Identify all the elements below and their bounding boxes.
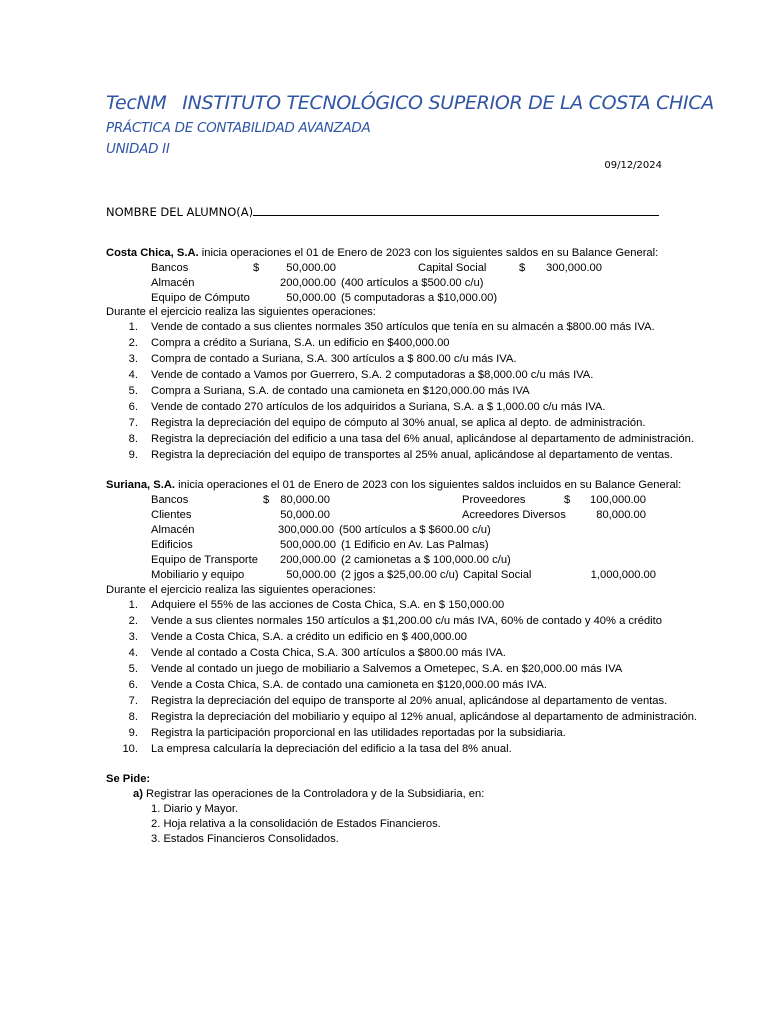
list-item-number: 7. [128,417,138,429]
costa-company: Costa Chica, S.A. [106,247,199,259]
suriana-balance-note: (2 jgos a $25,00.00 c/u) [341,569,459,581]
list-item: Registra la participación proporcional en las utilidades reportadas por la subsidiaria. [151,727,566,739]
student-name-line[interactable] [253,204,659,216]
list-item-number: 9. [128,727,138,739]
se-pide-subitem: 2. Hoja relativa a la consolidación de Estados Financieros. [151,818,441,830]
suriana-balance-amount: 500,000.00 [280,539,336,551]
costa-balance-amount: 50,000.00 [286,292,336,304]
list-item: Vende a Costa Chica, S.A. de contado una camioneta en $120,000.00 más IVA. [151,679,547,691]
list-item: Vende a sus clientes normales 150 artículos a $1,200.00 c/u más IVA, 60% de contado y 40% a crédito [151,615,662,627]
list-item-number: 3. [128,631,138,643]
suriana-balance-amount: 50,000.00 [286,569,336,581]
list-item-number: 1. [128,599,138,611]
suriana-balance-label: Clientes [151,509,192,521]
costa-capital-label: Capital Social [418,262,487,274]
institute-name: INSTITUTO TECNOLÓGICO SUPERIOR DE LA COSTA CHICA [182,92,714,114]
suriana-right-amount: 100,000.00 [590,494,646,506]
costa-balance-note: (400 artículos a $500.00 c/u) [341,277,484,289]
practice-title: PRÁCTICA DE CONTABILIDAD AVANZADA [106,120,371,136]
list-item-number: 4. [128,369,138,381]
se-pide-subitem: 1. Diario y Mayor. [151,803,239,815]
list-item: Vende de contado a sus clientes normales 350 artículos que tenía en su almacén a $800.00 más IVA. [151,321,655,333]
suriana-balance-note: (500 artículos a $ $600.00 c/u) [339,524,491,536]
list-item: Compra a crédito a Suriana, S.A. un edificio en $400,000.00 [151,337,450,349]
suriana-right-label: Proveedores [462,494,526,506]
list-item: Registra la depreciación del edificio a una tasa del 6% anual, aplicándose al departamento de administración. [151,433,694,445]
suriana-balance-amount: 80,000.00 [280,494,330,506]
se-pide-text: Registrar las operaciones de la Controladora y de la Subsidiaria, en: [142,788,485,800]
institute-title [106,92,714,114]
suriana-intro [106,478,681,493]
list-item: Registra la depreciación del equipo de cómputo al 30% anual, se aplica al depto. de administración. [151,417,646,429]
suriana-balance-label: Equipo de Transporte [151,554,258,566]
list-item: La empresa calcularía la depreciación del edificio a la tasa del 8% anual. [151,743,512,755]
suriana-right-label: Acreedores Diversos [462,509,566,521]
costa-balance-label: Equipo de Cómputo [151,292,250,304]
list-item: Vende al contado a Costa Chica, S.A. 300 artículos a $800.00 más IVA. [151,647,506,659]
suriana-right-label: Capital Social [463,569,532,581]
list-item-number: 8. [128,433,138,445]
suriana-balance-amount: 50,000.00 [280,509,330,521]
suriana-right-sign: $ [564,494,571,506]
list-item-number: 5. [128,385,138,397]
suriana-right-amount: 1,000,000.00 [590,569,656,581]
list-item: Vende de contado 270 artículos de los adquiridos a Suriana, S.A. a $ 1,000.00 c/u más IVA. [151,401,606,413]
costa-capital-amount: 300,000.00 [546,262,602,274]
suriana-company: Suriana, S.A. [106,479,176,491]
se-pide-subitem: 3. Estados Financieros Consolidados. [151,833,339,845]
list-item-number: 1. [128,321,138,333]
list-item: Compra a Suriana, S.A. de contado una camioneta en $120,000.00 más IVA [151,385,530,397]
costa-balance-amount: 200,000.00 [280,277,336,289]
se-pide-heading: Se Pide: [106,773,151,785]
list-item-number: 4. [128,647,138,659]
student-name-field[interactable] [106,204,659,219]
costa-ops-intro: Durante el ejercicio realiza las siguientes operaciones: [106,306,376,318]
suriana-balance-sign: $ [263,494,270,506]
list-item: Registra la depreciación del equipo de transportes al 25% anual, aplicándose al departamento de ventas. [151,449,673,461]
list-item-number: 2. [128,337,138,349]
list-item-number: 3. [128,353,138,365]
list-item: Registra la depreciación del mobiliario y equipo al 12% anual, aplicándose al departamento de administración. [151,711,698,723]
suriana-balance-label: Mobiliario y equipo [151,569,245,581]
suriana-balance-label: Almacén [151,524,195,536]
list-item: Vende al contado un juego de mobiliario a Salvemos a Ometepec, S.A. en $20,000.00 más IVA [151,663,623,675]
list-item: Adquiere el 55% de las acciones de Costa Chica, S.A. en $ 150,000.00 [151,599,505,611]
student-name-label: NOMBRE DEL ALUMNO(A) [106,205,254,219]
suriana-balance-note: (1 Edificio en Av. Las Palmas) [341,539,489,551]
suriana-balance-label: Edificios [151,539,193,551]
costa-balance-sign: $ [253,262,260,274]
unit-title: UNIDAD II [106,141,170,157]
suriana-ops-intro: Durante el ejercicio realiza las siguientes operaciones: [106,584,376,596]
list-item-number: 6. [128,679,138,691]
se-pide-letter: a) [133,788,143,800]
list-item-number: 6. [128,401,138,413]
list-item: Vende de contado a Vamos por Guerrero, S.A. 2 computadoras a $8,000.00 c/u más IVA. [151,369,594,381]
list-item: Registra la depreciación del equipo de transporte al 20% anual, aplicándose al departamento de ventas. [151,695,668,707]
suriana-balance-label: Bancos [151,494,189,506]
list-item-number: 8. [128,711,138,723]
org-name: TecNM [106,92,167,114]
list-item-number: 10. [122,743,138,755]
list-item: Vende a Costa Chica, S.A. a crédito un edificio en $ 400,000.00 [151,631,467,643]
costa-balance-label: Almacén [151,277,195,289]
suriana-right-amount: 80,000.00 [596,509,646,521]
se-pide-item [133,787,484,802]
list-item: Compra de contado a Suriana, S.A. 300 artículos a $ 800.00 c/u más IVA. [151,353,517,365]
suriana-balance-amount: 300,000.00 [278,524,334,536]
costa-intro [106,246,658,261]
costa-capital-sign: $ [519,262,526,274]
costa-intro-text: inicia operaciones el 01 de Enero de 2023 con los siguientes saldos en su Balance General: [198,247,659,259]
suriana-intro-text: inicia operaciones el 01 de Enero de 2023 con los siguientes saldos incluidos en su Balance General: [175,479,682,491]
suriana-balance-note: (2 camionetas a $ 100,000.00 c/u) [341,554,511,566]
costa-balance-note: (5 computadoras a $10,000.00) [341,292,498,304]
costa-balance-amount: 50,000.00 [286,262,336,274]
costa-balance-label: Bancos [151,262,189,274]
document-date: 09/12/2024 [604,160,662,171]
list-item-number: 7. [128,695,138,707]
list-item-number: 5. [128,663,138,675]
list-item-number: 9. [128,449,138,461]
list-item-number: 2. [128,615,138,627]
suriana-balance-amount: 200,000.00 [280,554,336,566]
